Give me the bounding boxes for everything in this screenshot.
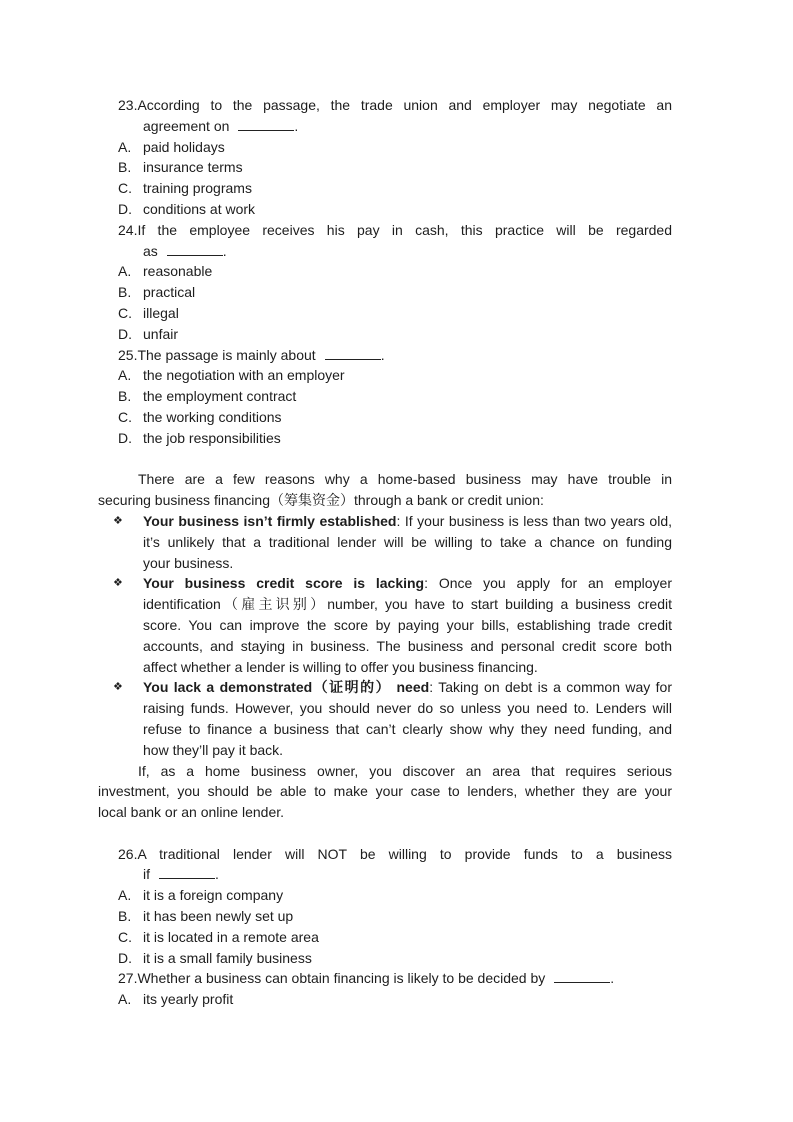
option-line xyxy=(118,927,672,948)
text-line xyxy=(98,469,672,490)
text-line xyxy=(98,677,672,698)
text-segment: practical xyxy=(143,284,196,301)
option-line xyxy=(118,324,672,345)
text-segment: the job responsibilities xyxy=(143,429,281,446)
option-line xyxy=(118,282,672,303)
text-line xyxy=(98,657,672,678)
option-line xyxy=(118,365,672,386)
option-line xyxy=(118,989,672,1010)
text-segment: reasonable xyxy=(143,263,213,280)
bullet-block xyxy=(98,677,672,760)
text-line xyxy=(98,781,672,802)
text-segment: paid holidays xyxy=(143,138,225,155)
option-line xyxy=(118,261,672,282)
text-segment: illegal xyxy=(143,304,179,321)
text-segment: . xyxy=(380,346,385,363)
text-segment: . xyxy=(294,117,299,134)
option-line xyxy=(118,428,672,449)
paragraph-block xyxy=(98,761,672,823)
answer-blank xyxy=(554,969,610,983)
answer-blank xyxy=(167,242,223,256)
text-segment: . xyxy=(610,970,615,987)
option-letter: B. xyxy=(118,908,132,925)
text-segment: training programs xyxy=(143,180,252,197)
text-segment: your business. xyxy=(143,554,234,571)
answer-blank xyxy=(238,117,294,131)
question-line xyxy=(118,220,672,241)
question-line xyxy=(118,95,672,116)
option-letter: A. xyxy=(118,887,132,904)
text-segment: 25.The passage is mainly about xyxy=(118,346,316,363)
text-segment: : Taking on debt is a common way for xyxy=(429,679,672,696)
text-segment: If, as a home business owner, you discover an area that requires serious xyxy=(138,762,672,779)
text-segment: 26.A traditional lender will NOT be willing to provide funds to a business xyxy=(118,845,672,862)
text-line xyxy=(98,594,672,615)
bullet-block xyxy=(98,573,672,677)
text-line xyxy=(98,490,672,511)
text-segment: accounts, and staying in business. The business and personal credit score both xyxy=(143,637,672,654)
bold-text-segment: Your business isn’t firmly established xyxy=(143,512,397,529)
option-letter: D. xyxy=(118,949,132,966)
option-line xyxy=(118,199,672,220)
question-block xyxy=(118,95,672,220)
text-segment: unfair xyxy=(143,325,179,342)
text-line xyxy=(98,740,672,761)
question-block xyxy=(118,968,672,1010)
question-block xyxy=(118,345,672,449)
text-segment: . xyxy=(222,242,227,259)
text-segment: insurance terms xyxy=(143,159,243,176)
text-line xyxy=(98,719,672,740)
text-segment: 27.Whether a business can obtain financing is likely to be decided by xyxy=(118,970,546,987)
option-letter: D. xyxy=(118,200,132,217)
option-line xyxy=(118,906,672,927)
option-letter: B. xyxy=(118,284,132,301)
text-segment: investment, you should be able to make your case to lenders, whether they are your xyxy=(98,783,672,800)
option-letter: C. xyxy=(118,180,132,197)
option-letter: D. xyxy=(118,429,132,446)
spacer-block xyxy=(98,823,672,844)
option-line xyxy=(118,386,672,407)
text-segment: the employment contract xyxy=(143,388,297,405)
text-segment: score. You can improve the score by paying your bills, establishing trade credit xyxy=(143,616,672,633)
text-line xyxy=(98,615,672,636)
text-line xyxy=(98,802,672,823)
text-segment: securing business financing（筹集资金）through a bank or credit union: xyxy=(98,492,544,509)
answer-blank xyxy=(325,346,381,360)
option-letter: B. xyxy=(118,388,132,405)
text-segment: 23.According to the passage, the trade union and employer may negotiate an xyxy=(118,97,672,113)
text-line xyxy=(98,636,672,657)
text-segment: it has been newly set up xyxy=(143,908,294,925)
document-content xyxy=(98,95,672,1010)
question-line xyxy=(118,844,672,865)
text-segment: : If your business is less than two years old, xyxy=(396,512,673,529)
option-letter: A. xyxy=(118,138,132,155)
text-line xyxy=(98,698,672,719)
text-segment: how they’ll pay it back. xyxy=(143,741,284,758)
option-letter: A. xyxy=(118,991,132,1008)
text-segment: it is located in a remote area xyxy=(143,928,319,945)
option-letter: C. xyxy=(118,304,132,321)
text-segment: the negotiation with an employer xyxy=(143,367,345,384)
text-segment: affect whether a lender is willing to offer you business financing. xyxy=(143,658,538,675)
option-letter: C. xyxy=(118,408,132,425)
option-line xyxy=(118,137,672,158)
text-segment: it’s unlikely that a traditional lender will be willing to take a chance on funding xyxy=(143,533,672,550)
text-segment: local bank or an online lender. xyxy=(98,804,285,821)
bold-text-segment: You lack a demonstrated（证明的） need xyxy=(143,679,430,696)
text-line xyxy=(98,532,672,553)
question-line xyxy=(118,116,672,137)
question-line xyxy=(118,345,672,366)
text-segment: the working conditions xyxy=(143,408,282,425)
text-segment: conditions at work xyxy=(143,200,256,217)
option-line xyxy=(118,178,672,199)
option-letter: D. xyxy=(118,325,132,342)
option-letter: A. xyxy=(118,263,132,280)
text-segment: . xyxy=(215,866,219,883)
option-line xyxy=(118,157,672,178)
text-segment: agreement on xyxy=(143,117,230,134)
option-line xyxy=(118,407,672,428)
answer-blank xyxy=(159,865,215,879)
question-line xyxy=(118,864,672,885)
text-segment: 24.If the employee receives his pay in cash, this practice will be regarded xyxy=(118,221,672,238)
option-line xyxy=(118,303,672,324)
text-line xyxy=(98,761,672,782)
option-line xyxy=(118,948,672,969)
option-letter: A. xyxy=(118,367,132,384)
text-segment: : Once you apply for an employer xyxy=(424,575,672,592)
option-letter: B. xyxy=(118,159,132,176)
text-segment: There are a few reasons why a home-based business may have trouble in xyxy=(138,471,672,488)
question-line xyxy=(118,241,672,262)
bold-text-segment: Your business credit score is lacking xyxy=(143,575,425,592)
question-block xyxy=(118,844,672,969)
text-line xyxy=(98,511,672,532)
bullet-diamond-icon: ❖ xyxy=(113,577,123,590)
question-block xyxy=(118,220,672,345)
text-segment: raising funds. However, you should never do so unless you need to. Lenders will xyxy=(143,700,672,717)
bullet-block xyxy=(98,511,672,573)
text-segment: as xyxy=(143,242,158,259)
text-segment: identification（雇主识别）number, you have to start building a business credit xyxy=(143,596,672,613)
paragraph-block xyxy=(98,469,672,511)
text-segment: it is a small family business xyxy=(143,949,312,966)
text-line xyxy=(98,573,672,594)
text-segment: its yearly profit xyxy=(143,991,234,1008)
text-line xyxy=(98,553,672,574)
bullet-diamond-icon: ❖ xyxy=(113,681,123,694)
option-letter: C. xyxy=(118,928,132,945)
text-segment: it is a foreign company xyxy=(143,887,284,904)
question-line xyxy=(118,968,672,989)
bullet-diamond-icon: ❖ xyxy=(113,514,123,527)
text-segment: if xyxy=(143,866,150,883)
option-line xyxy=(118,885,672,906)
spacer-block xyxy=(98,449,672,470)
text-segment: refuse to finance a business that can’t clearly show why they need funding, and xyxy=(143,720,672,737)
